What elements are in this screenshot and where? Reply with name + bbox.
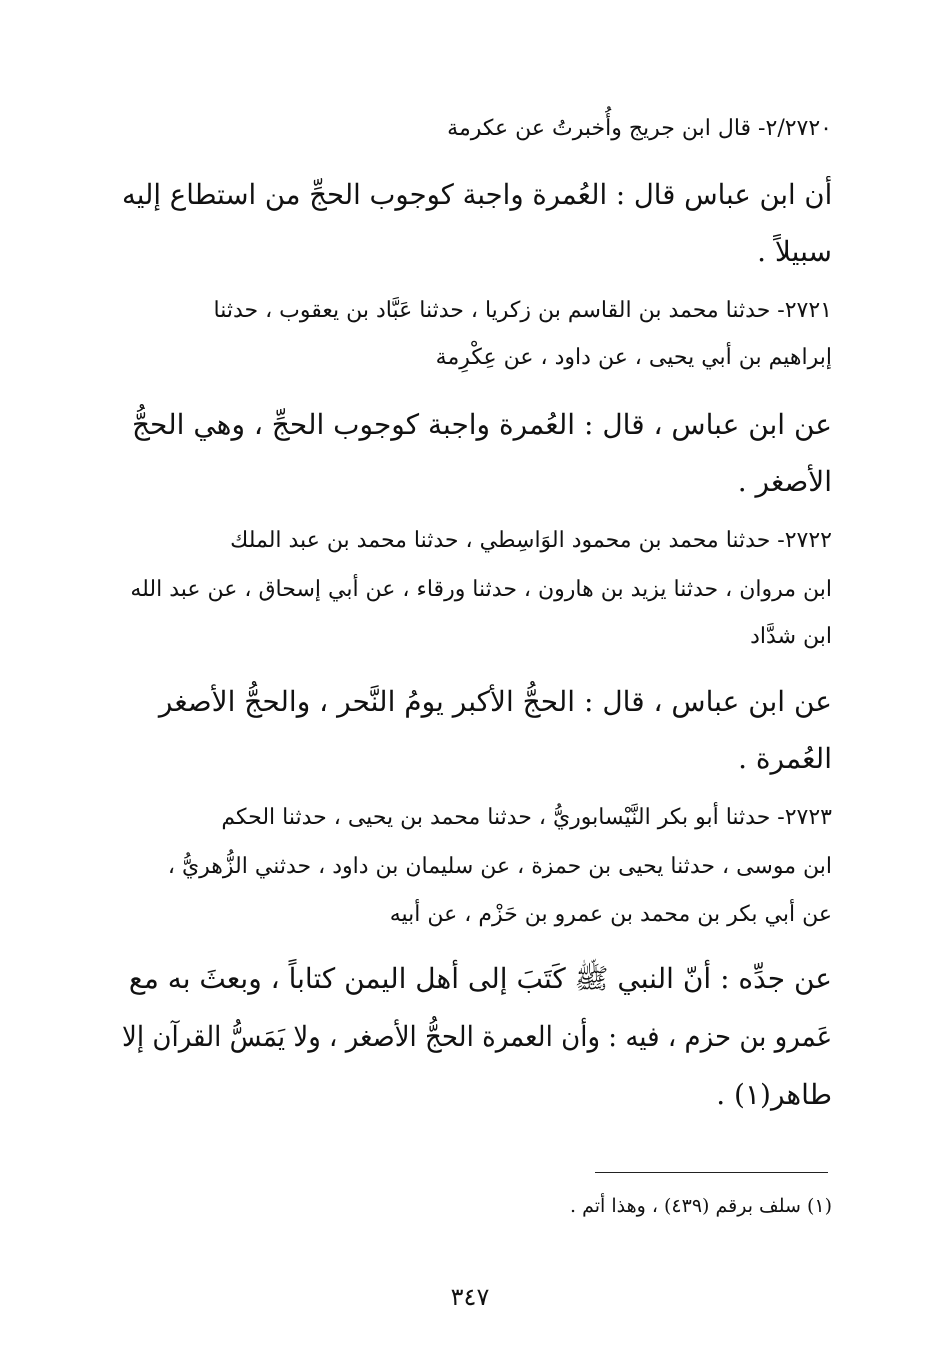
hadith-2721-matn-line-2: الأصغر . [737,465,832,498]
hadith-2723-isnad-line-3: عن أبي بكر بن محمد بن عمرو بن حَزْم ، عن أبيه [389,902,832,927]
hadith-2722-matn-line-1: عن ابن عباس ، قال : الحجُّ الأكبر يومُ النَّحر ، والحجُّ الأصغر [158,685,832,718]
hadith-2722-isnad-line-2: ابن مروان ، حدثنا يزيد بن هارون ، حدثنا ورقاء ، عن أبي إسحاق ، عن عبد الله [130,577,832,602]
hadith-2721-isnad-line-2: إبراهيم بن أبي يحيى ، عن داود ، عن عِكْرِمة [435,345,832,370]
hadith-2720-matn-line-1: أن ابن عباس قال : العُمرة واجبة كوجوب الحجِّ من استطاع إليه [121,178,832,211]
hadith-2721-isnad-line-1: ٢٧٢١- حدثنا محمد بن القاسم بن زكريا ، حدثنا عَبَّاد بن يعقوب ، حدثنا [213,298,832,323]
hadith-2723-matn-line-3: طاهر(١) . [716,1078,832,1111]
hadith-2720-heading: ٢/٢٧٢٠- قال ابن جريج وأُخبرتُ عن عكرمة [447,116,832,141]
hadith-2722-isnad-line-1: ٢٧٢٢- حدثنا محمد بن محمود الوَاسِطي ، حدثنا محمد بن عبد الملك [230,528,832,553]
hadith-2721-matn-line-1: عن ابن عباس ، قال : العُمرة واجبة كوجوب الحجِّ ، وهي الحجُّ [131,408,832,441]
footnote: (١) سلف برقم (٤٣٩) ، وهذا أتم . [570,1195,832,1217]
hadith-2722-isnad-line-3: ابن شدَّاد [750,624,832,649]
hadith-2723-matn-line-2: عَمرو بن حزم ، فيه : وأن العمرة الحجُّ الأصغر ، ولا يَمَسُّ القرآن إلا [121,1020,832,1053]
page-number: ٣٤٧ [450,1283,490,1311]
footnote-divider [595,1172,828,1173]
hadith-2720-matn-line-2: سبيلاً . [757,235,832,268]
hadith-2723-isnad-line-2: ابن موسى ، حدثنا يحيى بن حمزة ، عن سليمان بن داود ، حدثني الزُّهريُّ ، [167,854,832,879]
hadith-2723-matn-line-1: عن جدِّه : أنّ النبي ﷺ كَتَبَ إلى أهل اليمن كتاباً ، وبعثَ به مع [128,962,832,995]
hadith-2723-isnad-line-1: ٢٧٢٣- حدثنا أبو بكر النَّيْسابوريُّ ، حدثنا محمد بن يحيى ، حدثنا الحكم [221,805,832,830]
hadith-2722-matn-line-2: العُمرة . [738,742,832,775]
